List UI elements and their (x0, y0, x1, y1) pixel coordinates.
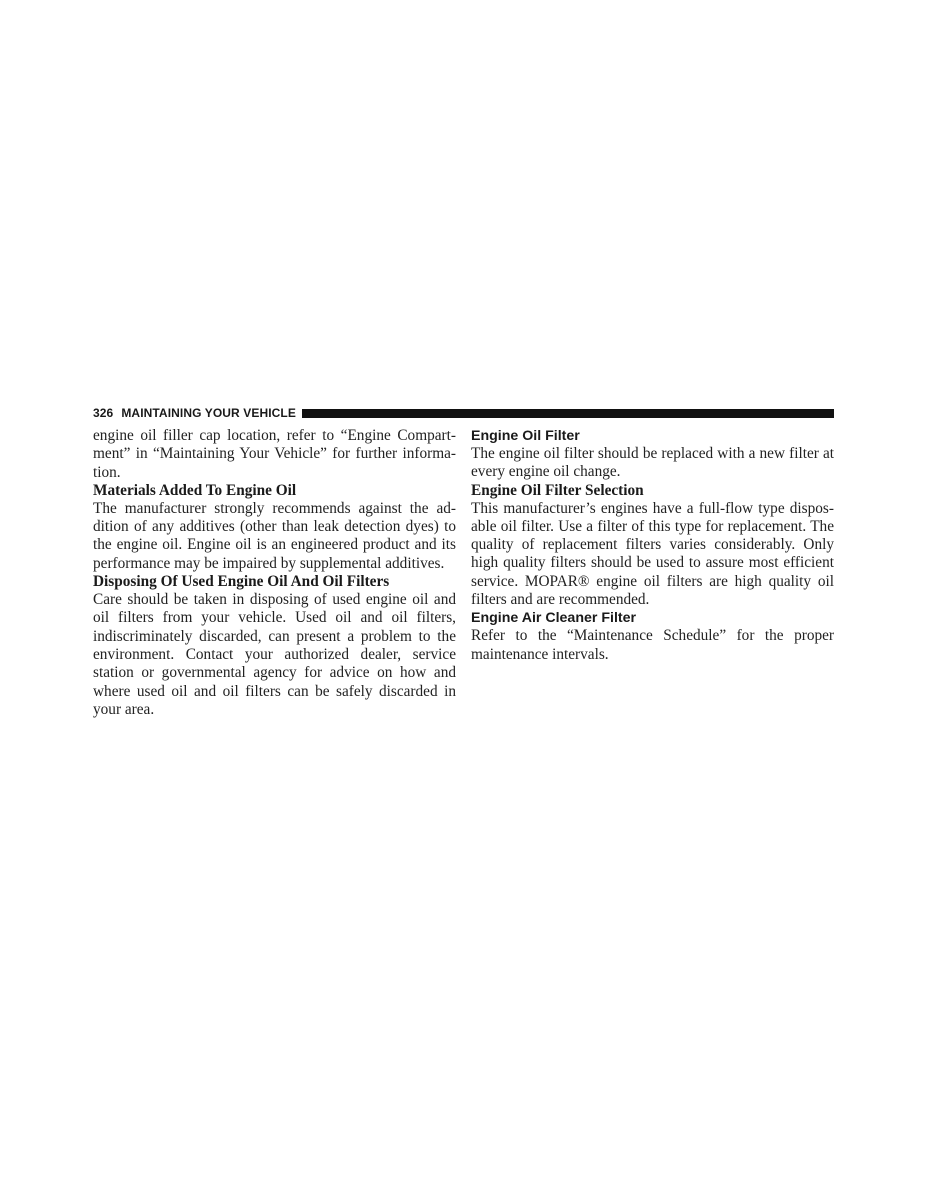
air-cleaner-paragraph: Refer to the “Maintenance Schedule” for the proper maintenance intervals. (471, 627, 834, 663)
right-column (471, 427, 834, 664)
materials-heading: Materials Added To Engine Oil (93, 481, 297, 499)
oil-filter-paragraph: The engine oil filter should be replaced with a new filter at every engine oil change. (471, 445, 834, 481)
air-cleaner-heading: Engine Air Cleaner Filter (471, 610, 637, 627)
oil-filter-heading: Engine Oil Filter (471, 428, 580, 444)
page-number: 326 (93, 406, 114, 420)
intro-paragraph: engine oil filler cap location, refer to “Engine Compartment” in “Maintaining Your Vehicle” for further information. (93, 427, 456, 481)
header-label (93, 406, 296, 420)
page-header (93, 405, 834, 421)
oil-filter-selection-heading: Engine Oil Filter Selection (471, 481, 644, 499)
oil-filter-selection-paragraph: This manufacturer’s engines have a full-flow type disposable oil filter. Use a filter of this type for replacement. The quality of replacement filters varies considerably. Only high quality filters should be used to assure most efficient service. MOPAR® engine oil filters are high quality oil filters and are recommended. (471, 499, 834, 609)
header-rule (302, 409, 834, 418)
disposing-heading: Disposing Of Used Engine Oil And Oil Filters (93, 573, 390, 591)
section-title: MAINTAINING YOUR VEHICLE (121, 406, 296, 420)
left-column (93, 427, 456, 719)
disposing-paragraph: Care should be taken in disposing of used engine oil and oil filters from your vehicle. Used oil and oil filters, indiscriminately discarded, can present a problem to the environment. Contact your authorized dealer, service station or governmental agency for advice on how and where used oil and oil filters can be safely discarded in your area. (93, 591, 456, 718)
materials-paragraph: The manufacturer strongly recommends against the addition of any additives (other than leak detection dyes) to the engine oil. Engine oil is an engineered product and its performance may be impaired by supplemental additives. (93, 499, 456, 572)
